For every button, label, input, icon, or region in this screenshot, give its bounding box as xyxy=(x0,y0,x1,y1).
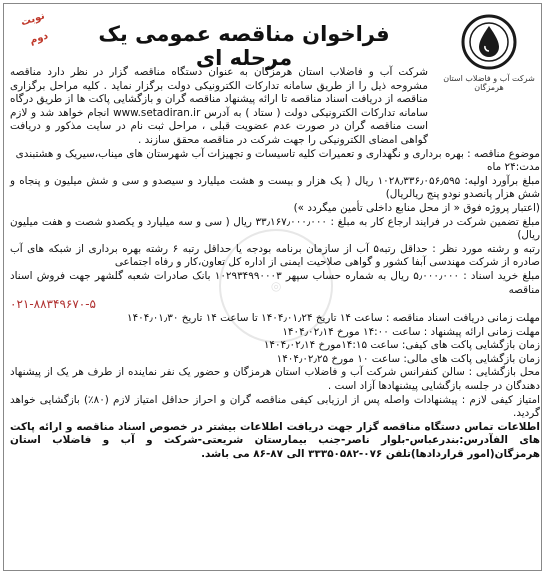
water-drop-logo-icon xyxy=(434,12,542,74)
estimate-line: مبلغ برآورد اولیه: ۱۰۲۸٫۳۳۶٫۰۵۶٫۵۹۵ ریال ( یک هزار و بیست و هشت میلیارد و سیصدو و سی و شش میلیون و پنجاه و شش هزار پانصدو نودو پنج ریالریال) xyxy=(10,174,540,201)
intro-paragraph: شرکت آب و فاضلاب استان هرمزگان به عنوان دستگاه مناقصه گزار در نظر دارد مناقصه مشروحه ذیل را از طریق سامانه تدارکات الکترونیکی دولت برگزار نماید . کلیه مراحل برگزاری مناقصه از دریافت اسناد مناقصه تا ارائه پیشنهاد مناقصه گران و بازگشایی پاکت ها از طریق درگاه سامانه تدارکات الکترونیکی دولت ( ستاد ) به آدرس www.setadiran.ir انجام خواهد شد و لازم است مناقصه گران در صورت عدم عضویت قبلی ، مراحل ثبت نام در سایت مذکور و دریافت گواهی امضای الکترونیکی را جهت شرکت در مناقصه محقق سازند . xyxy=(10,66,428,146)
support-phone: ۰۲۱-۸۸۳۴۹۶۷۰-۵ xyxy=(10,297,97,312)
bid-deadline-line: مهلت زمانی ارائه پیشنهاد : ساعت ۱۴:۰۰ مورخ ۱۴۰۴٫۰۲٫۱۴ xyxy=(282,325,540,338)
credit-line: (اعتبار پروژه فوق « از محل منابع داخلی تأمین میگردد ») xyxy=(293,201,540,214)
quality-score-line: امتیاز کیفی لازم : پیشنهادات واصله پس از ارزیابی کیفی مناقصه گران و احراز حداقل امتیاز لازم (۸۰٪) بازگشایی خواهد گردید. xyxy=(10,393,540,420)
venue-line: محل بازگشایی : سالن کنفرانس شرکت آب و فاضلاب استان هرمزگان و حضور یک نفر نماینده از طرف هر یک از پیشنهاد دهندگان در جلسه بازگشایی پیشنهادها آزاد است . xyxy=(10,366,540,393)
subject-line: موضوع مناقصه : بهره برداری و نگهداری و تعمیرات کلیه تاسیسات و تجهیزات آب شهرستان های میناب،سیریک و هشتبندی xyxy=(15,147,540,160)
doc-deadline-line: مهلت زمانی دریافت اسناد مناقصه : ساعت ۱۴ تاریخ ۱۴۰۴٫۰۱٫۲۴ تا ساعت ۱۴ تاریخ ۱۴۰۴٫۰۱٫۳۰ xyxy=(127,312,540,325)
guarantee-line: مبلغ تضمین شرکت در فرایند ارجاع کار به مبلغ : ۳۳٫۱۶۷٫۰۰۰٫۰۰۰ ریال ( سی و سه میلیارد و یکصدو شصت و هفت میلیون ریال) xyxy=(10,215,540,242)
rank-line: رتبه و رشته مورد نظر : حداقل رتبه۵ آب از سازمان برنامه بودجه یا حداقل رتبه ۶ رشته بهره برداری از شبکه های آب صادره از شرکت مهندسی آبفا کشور و گواهی صلاحیت ایمنی از اداره کل تعاون،کار و رفاه اجتماعی xyxy=(10,242,540,269)
technical-opening-line: زمان بازگشایی پاکت های کیفی: ساعت ۱۴:۱۵مورخ ۱۴۰۴٫۰۲٫۱۴ xyxy=(263,339,540,352)
tender-notice xyxy=(3,3,542,571)
contact-line: اطلاعات تماس دستگاه مناقصه گزار جهت دریافت اطلاعات بیشتر در خصوص اسناد مناقصه و ارائه پاکت های الفآدرس:بندرعباس-بلوار ناصر-جنب بیمارستان شریعتی-شرکت و آب و فاضلاب استان هرمزگان(امور قراردادها)تلفن ۰۷۶-۳۳۳۵۰۵۸۲ الی ۸۷-۸۶ می باشد. xyxy=(10,420,540,461)
logo-caption: شرکت آب و فاضلاب استان هرمزگان xyxy=(443,74,535,92)
purchase-line: مبلغ خرید اسناد : ۵٫۰۰۰٫۰۰۰ ریال به شماره حساب سپهر ۱۰۲۹۳۴۹۹۰۰۰۳ بانک صادرات شعبه گلشهر جهت فروش اسناد مناقصه xyxy=(10,269,540,296)
notice-body xyxy=(10,66,540,462)
financial-opening-line: زمان بازگشایی پاکت های مالی: ساعت ۱۰ مورخ ۱۴۰۴٫۰۲٫۲۵ xyxy=(276,352,540,365)
faint-stamp-watermark: ◎ xyxy=(210,220,342,352)
round-badge: نوبت دوم xyxy=(19,10,50,47)
duration-line: مدت:۲۴ ماه xyxy=(487,161,540,174)
notice-title: فراخوان مناقصه عمومی یک مرحله ای xyxy=(98,22,390,70)
